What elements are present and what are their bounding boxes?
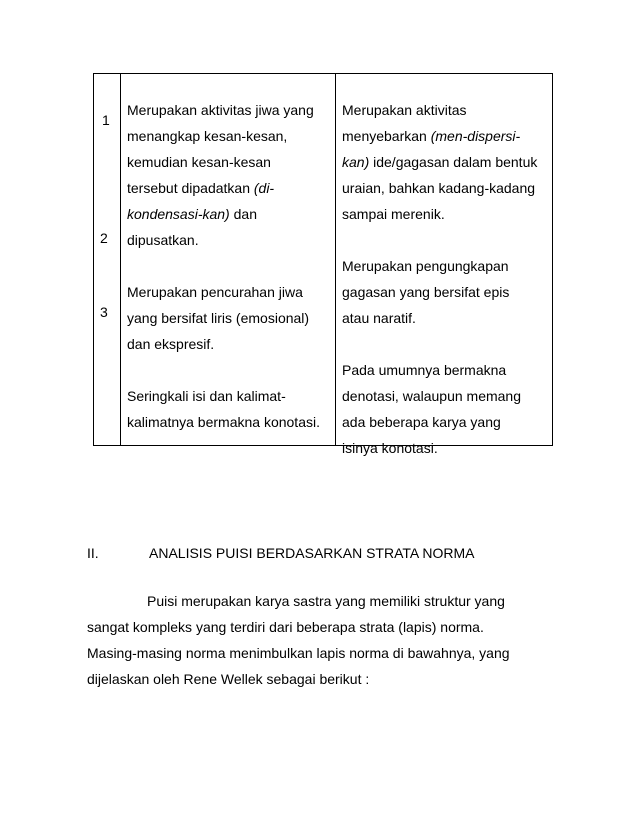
table-cell-line	[127, 201, 320, 227]
row-number: 1	[102, 112, 110, 128]
table-cell-line: Merupakan aktivitas jiwa yang	[127, 102, 314, 118]
row-number: 2	[100, 230, 108, 246]
table-cell-line: yang bersifat liris (emosional)	[127, 310, 310, 326]
body-paragraph	[87, 588, 557, 692]
table-cell-line	[127, 175, 320, 201]
blank-line	[127, 253, 320, 279]
blank-line	[342, 227, 537, 253]
text-segment: tersebut dipadatkan	[127, 180, 254, 196]
table-cell-line: Seringkali isi dan kalimat-	[127, 388, 286, 404]
table-cell-line: isinya konotasi.	[342, 440, 438, 456]
italic-text-segment: kan)	[342, 154, 370, 170]
table-cell-line: kemudian kesan-kesan	[127, 154, 271, 170]
table-cell-line: sampai merenik.	[342, 206, 445, 222]
italic-text-segment: kondensasi-kan)	[127, 206, 230, 222]
italic-text-segment: (men-dispersi-	[430, 128, 521, 144]
table-cell-line: Pada umumnya bermakna	[342, 362, 507, 378]
table-cell-line: menangkap kesan-kesan,	[127, 128, 288, 144]
table-cell-line: dan ekspresif.	[127, 336, 215, 352]
text-segment: dan	[229, 206, 257, 222]
table-cell-line: gagasan yang bersifat epis	[342, 284, 510, 300]
table-left-column	[127, 97, 320, 435]
blank-line	[342, 331, 537, 357]
table-cell-line: uraian, bahkan kadang-kadang	[342, 180, 536, 196]
section-title: ANALISIS PUISI BERDASARKAN STRATA NORMA	[149, 545, 475, 561]
table-cell-line: Merupakan pengungkapan	[342, 258, 509, 274]
blank-line	[127, 357, 320, 383]
table-column-divider	[335, 74, 336, 445]
table-cell-line: dipusatkan.	[127, 232, 199, 248]
table-column-divider	[120, 74, 121, 445]
section-numeral: II.	[87, 545, 99, 561]
table-cell-line: atau naratif.	[342, 310, 416, 326]
table-cell-line: Merupakan aktivitas	[342, 102, 467, 118]
italic-text-segment: (di-	[253, 180, 275, 196]
text-segment: menyebarkan	[342, 128, 431, 144]
comparison-table	[93, 73, 553, 456]
paragraph-line: Masing-masing norma menimbulkan lapis norma di bawahnya, yang	[87, 645, 510, 661]
paragraph-line: dijelaskan oleh Rene Wellek sebagai berikut :	[87, 671, 370, 687]
paragraph-line: sangat kompleks yang terdiri dari beberapa strata (lapis) norma.	[87, 619, 484, 635]
table-cell-line	[342, 123, 537, 149]
table-right-column	[342, 97, 537, 461]
row-number: 3	[100, 304, 108, 320]
text-segment: ide/gagasan dalam bentuk	[369, 154, 538, 170]
table-cell-line: ada beberapa karya yang	[342, 414, 501, 430]
table-cell-line: kalimatnya bermakna konotasi.	[127, 414, 320, 430]
table-cell-line	[342, 149, 537, 175]
paragraph-line: Puisi merupakan karya sastra yang memiliki struktur yang	[147, 593, 505, 609]
table-cell-line: denotasi, walaupun memang	[342, 388, 522, 404]
table-cell-line: Merupakan pencurahan jiwa	[127, 284, 303, 300]
